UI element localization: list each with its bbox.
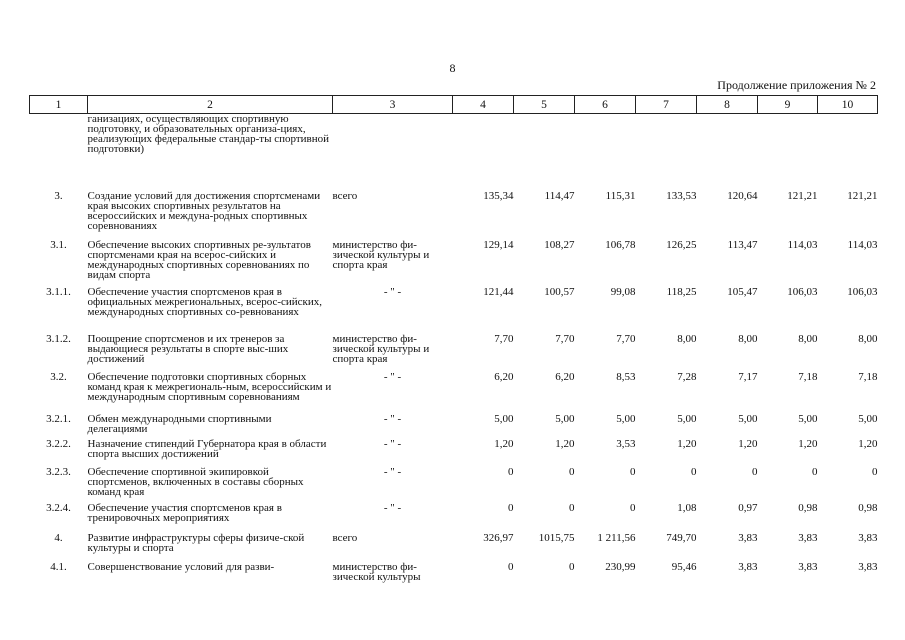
page-number: 8 <box>449 61 456 75</box>
executor: - " - <box>383 465 402 478</box>
column-header: 7 <box>636 96 697 114</box>
year-value: 749,70 <box>666 531 697 544</box>
year-value: 115,31 <box>605 189 636 202</box>
year-value: 1,08 <box>677 501 697 514</box>
row-number: 3. <box>54 189 63 202</box>
year-value: 7,18 <box>858 370 878 383</box>
table-row <box>30 191 878 240</box>
year-value <box>514 114 575 191</box>
year-value: 6,20 <box>555 370 575 383</box>
year-value: 0,98 <box>858 501 878 514</box>
column-header: 2 <box>88 96 333 114</box>
year-value: 108,27 <box>544 238 575 251</box>
activity-name: Обеспечение спортивной экипировкой спортсменов, включенных в составы сборных команд края <box>87 465 304 498</box>
year-value: 1015,75 <box>538 531 575 544</box>
year-value: 5,00 <box>555 412 575 425</box>
year-value: 5,00 <box>858 412 878 425</box>
year-value: 114,47 <box>544 189 575 202</box>
year-value: 0,98 <box>798 501 818 514</box>
year-value: 8,00 <box>858 332 878 345</box>
table-row <box>30 334 878 372</box>
year-value: 0 <box>508 501 514 514</box>
year-value: 120,64 <box>727 189 758 202</box>
year-value: 7,17 <box>738 370 758 383</box>
table-row <box>30 114 878 191</box>
executor: - " - <box>383 285 402 298</box>
column-header: 10 <box>818 96 878 114</box>
year-value <box>453 114 514 191</box>
year-value: 0 <box>508 560 514 573</box>
year-value <box>636 114 697 191</box>
year-value: 5,00 <box>494 412 514 425</box>
year-value: 8,00 <box>798 332 818 345</box>
year-value: 121,21 <box>787 189 818 202</box>
year-value: 326,97 <box>483 531 514 544</box>
table-row <box>30 503 878 533</box>
year-value: 8,53 <box>616 370 636 383</box>
year-value: 126,25 <box>666 238 697 251</box>
year-value: 7,70 <box>555 332 575 345</box>
year-value: 1,20 <box>555 437 575 450</box>
year-value: 3,53 <box>616 437 636 450</box>
column-header: 3 <box>333 96 453 114</box>
executor: - " - <box>383 501 402 514</box>
year-value: 5,00 <box>738 412 758 425</box>
year-value: 3,83 <box>798 531 818 544</box>
table-row <box>30 414 878 439</box>
row-number: 3.2.1. <box>46 412 71 425</box>
year-value: 106,03 <box>787 285 818 298</box>
year-value: 105,47 <box>727 285 758 298</box>
year-value <box>575 114 636 191</box>
year-value: 7,70 <box>494 332 514 345</box>
activity-name: Обеспечение участия спортсменов края в официальных межрегиональных, всерос-сийских, международных спортивных со-ревнованиях <box>87 285 323 318</box>
year-value: 5,00 <box>616 412 636 425</box>
year-value: 3,83 <box>858 531 878 544</box>
activity-name: Назначение стипендий Губернатора края в области спорта высших достижений <box>87 437 327 460</box>
continuation-label: Продолжение приложения № 2 <box>717 78 876 92</box>
table-row <box>30 240 878 287</box>
activity-name: Обеспечение высоких спортивных ре-зультатов спортсменами края на всерос-сийских и международных спортивных соревнованиях по видам спорта <box>87 238 311 281</box>
year-value: 230,99 <box>605 560 636 573</box>
year-value: 7,70 <box>616 332 636 345</box>
year-value: 95,46 <box>671 560 697 573</box>
activity-name: Обеспечение подготовки спортивных сборных команд края к межрегиональ-ным, всероссийским и международным спортивным соревнованиям <box>87 370 332 403</box>
year-value: 0 <box>569 501 575 514</box>
year-value: 1,20 <box>858 437 878 450</box>
year-value: 0 <box>508 465 514 478</box>
year-value: 118,25 <box>666 285 697 298</box>
year-value: 129,14 <box>483 238 514 251</box>
year-value: 114,03 <box>847 238 878 251</box>
year-value: 99,08 <box>610 285 636 298</box>
year-value <box>758 114 818 191</box>
year-value: 8,00 <box>677 332 697 345</box>
row-number: 3.2.2. <box>46 437 71 450</box>
year-value: 3,83 <box>738 560 758 573</box>
column-header: 9 <box>758 96 818 114</box>
year-value: 1,20 <box>738 437 758 450</box>
row-number: 3.2.3. <box>46 465 71 478</box>
row-number <box>30 114 88 191</box>
year-value: 1,20 <box>798 437 818 450</box>
column-header: 5 <box>514 96 575 114</box>
year-value: 121,21 <box>847 189 878 202</box>
executor: министерство фи-зической культуры и спорта края <box>332 238 430 271</box>
year-value: 106,03 <box>847 285 878 298</box>
table-row <box>30 467 878 503</box>
year-value: 0 <box>812 465 818 478</box>
year-value: 5,00 <box>677 412 697 425</box>
year-value: 114,03 <box>787 238 818 251</box>
row-number: 4. <box>54 531 63 544</box>
year-value: 106,78 <box>605 238 636 251</box>
activity-name: Поощрение спортсменов и их тренеров за выдающиеся результаты в спорте выс-ших достижений <box>87 332 289 365</box>
year-value: 1 211,56 <box>597 531 636 544</box>
year-value: 3,83 <box>798 560 818 573</box>
activity-name: Обмен международными спортивными делегациями <box>87 412 272 435</box>
table-row <box>30 372 878 414</box>
year-value: 5,00 <box>798 412 818 425</box>
year-value: 7,18 <box>798 370 818 383</box>
year-value: 135,34 <box>483 189 514 202</box>
row-number: 3.1. <box>50 238 67 251</box>
executor: - " - <box>383 437 402 450</box>
executor: всего <box>332 189 358 202</box>
year-value: 0 <box>691 465 697 478</box>
year-value <box>697 114 758 191</box>
executor: - " - <box>383 370 402 383</box>
budget-table <box>29 95 878 592</box>
column-header: 8 <box>697 96 758 114</box>
year-value: 0 <box>630 501 636 514</box>
row-number: 3.2.4. <box>46 501 71 514</box>
row-number: 4.1. <box>50 560 67 573</box>
year-value: 0,97 <box>738 501 758 514</box>
activity-name: Обеспечение участия спортсменов края в тренировочных мероприятиях <box>87 501 282 524</box>
year-value: 8,00 <box>738 332 758 345</box>
activity-name: Совершенствование условий для разви- <box>87 560 275 573</box>
table-row <box>30 533 878 562</box>
executor: всего <box>332 531 358 544</box>
table-header <box>30 96 878 114</box>
year-value: 0 <box>630 465 636 478</box>
year-value: 1,20 <box>494 437 514 450</box>
table-row <box>30 562 878 592</box>
table-body <box>30 114 878 592</box>
year-value: 3,83 <box>858 560 878 573</box>
year-value: 121,44 <box>483 285 514 298</box>
year-value <box>818 114 878 191</box>
year-value: 0 <box>569 560 575 573</box>
year-value: 0 <box>752 465 758 478</box>
column-header: 4 <box>453 96 514 114</box>
row-number: 3.2. <box>50 370 67 383</box>
year-value: 1,20 <box>677 437 697 450</box>
activity-name: Развитие инфраструктуры сферы физиче-ской культуры и спорта <box>87 531 305 554</box>
year-value: 7,28 <box>677 370 697 383</box>
year-value: 0 <box>569 465 575 478</box>
column-header: 1 <box>30 96 88 114</box>
executor: министерство фи-зической культуры <box>332 560 421 583</box>
executor <box>333 114 453 191</box>
year-value: 6,20 <box>494 370 514 383</box>
table-row <box>30 439 878 467</box>
activity-name: Создание условий для достижения спортсменами края высоких спортивных результатов на всероссийских и междуна-родных спортивных соревнованиях <box>87 189 321 232</box>
executor: - " - <box>383 412 402 425</box>
executor: министерство фи-зической культуры и спорта края <box>332 332 430 365</box>
year-value: 100,57 <box>544 285 575 298</box>
row-number: 3.1.1. <box>46 285 71 298</box>
activity-name: ганизациях, осуществляющих спортивную подготовку, и образовательных организа-циях, реализующих федеральные стандар-ты спортивной подготовки) <box>87 113 330 155</box>
year-value: 3,83 <box>738 531 758 544</box>
year-value: 133,53 <box>666 189 697 202</box>
year-value: 113,47 <box>727 238 758 251</box>
table-row <box>30 287 878 334</box>
column-header: 6 <box>575 96 636 114</box>
year-value: 0 <box>872 465 878 478</box>
row-number: 3.1.2. <box>46 332 71 345</box>
